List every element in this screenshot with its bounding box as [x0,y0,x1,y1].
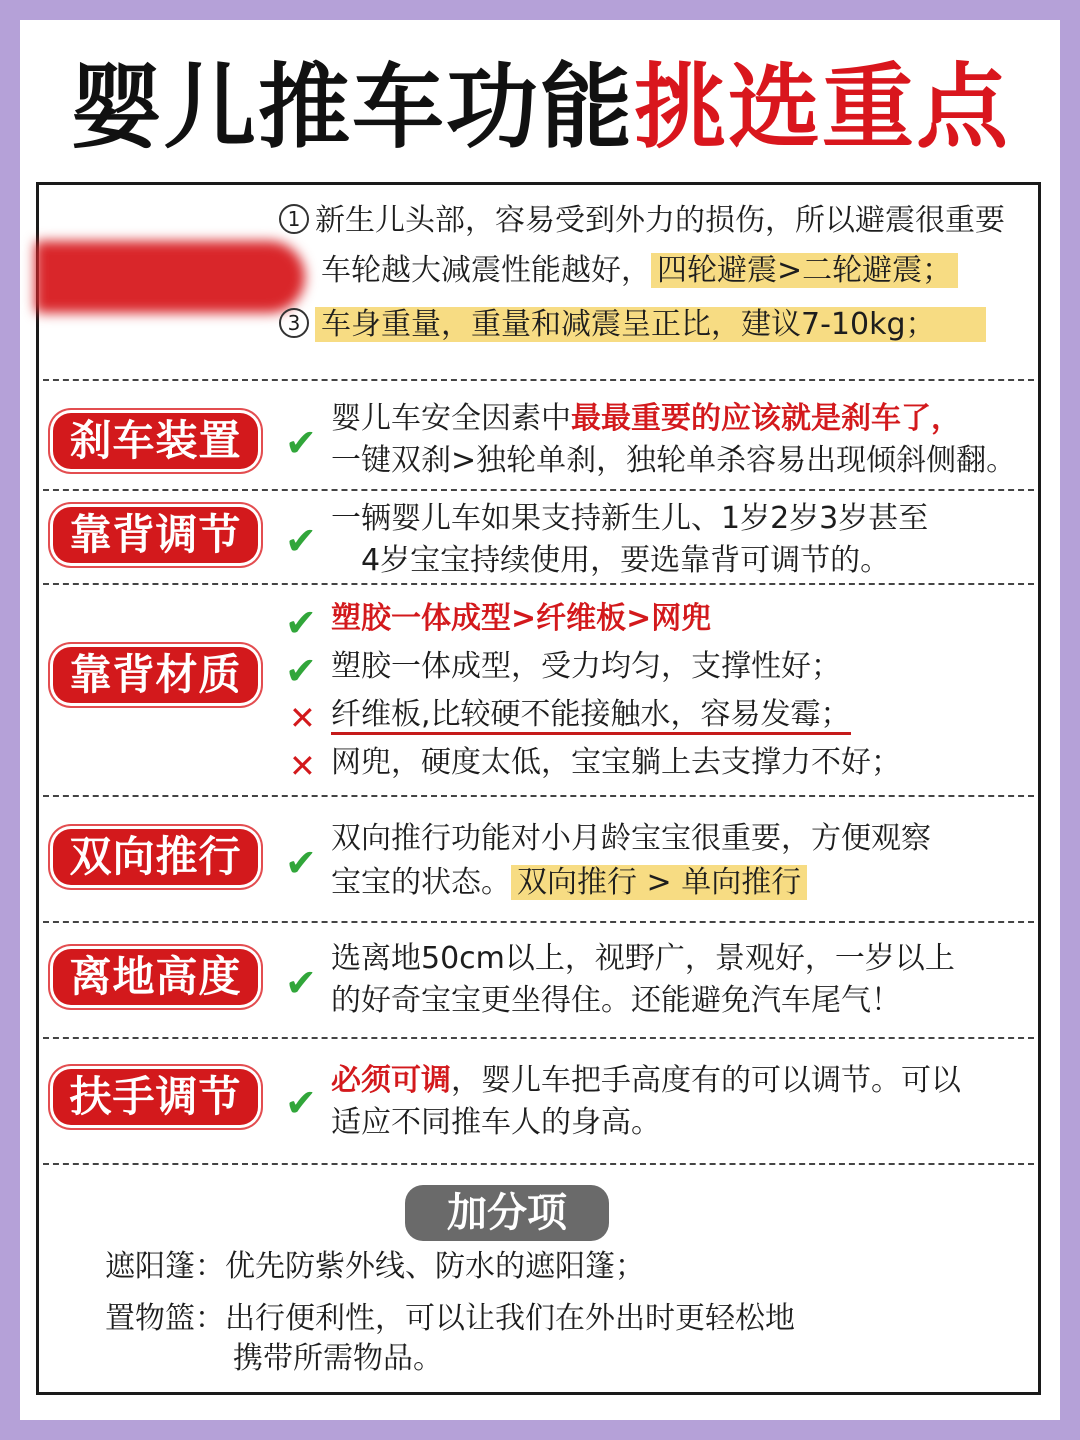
cross-icon: ✕ [289,747,316,785]
two-way-line-1: 双向推行功能对小月龄宝宝很重要，方便观察 [331,821,931,856]
label-two-way: 双向推行 [53,829,258,885]
title-black: 婴儿推车功能 [69,54,634,161]
divider [43,583,1034,585]
check-icon: ✔ [285,649,317,693]
handle-line-1: 必须可调，婴儿车把手高度有的可以调节。可以 [331,1063,961,1098]
material-line-3: 纤维板,比较硬不能接触水，容易发霉； [331,695,851,735]
material-line-1: 塑胶一体成型>纤维板>网兜 [331,601,712,636]
label-backrest-material: 靠背材质 [53,647,258,703]
shock-line-3: 3 车身重量，重量和减震呈正比，建议7-10kg； [279,305,986,345]
brake-line-1: 婴儿车安全因素中最最重要的应该就是刹车了， [331,401,961,436]
brake-line-2: 一键双刹>独轮单刹，独轮单杀容易出现倾斜侧翻。 [331,443,1017,478]
number-3-icon: 3 [279,308,309,338]
check-icon: ✔ [285,601,317,645]
divider [43,489,1034,491]
height-line-2: 的好奇宝宝更坐得住。还能避免汽车尾气！ [331,983,901,1018]
blurred-label [35,241,305,313]
divider [43,379,1034,381]
bonus-item-1: 遮阳篷：优先防紫外线、防水的遮阳篷； [105,1249,645,1284]
two-way-line-2: 宝宝的状态。 双向推行 > 单向推行 [331,863,807,903]
material-line-4: 网兜，硬度太低，宝宝躺上去支撑力不好； [331,745,901,780]
height-line-1: 选离地50cm以上，视野广，景观好，一岁以上 [331,941,955,976]
backrest-adjust-line-1: 一辆婴儿车如果支持新生儿、1岁2岁3岁甚至 [331,501,929,536]
shock-line-1: 1 新生儿头部，容易受到外力的损伤，所以避震很重要 [279,201,1005,241]
bonus-item-2-line-2: 携带所需物品。 [233,1341,443,1376]
check-icon: ✔ [285,961,317,1005]
divider [43,795,1034,797]
page-title [20,48,1060,168]
label-height: 离地高度 [53,949,258,1005]
check-icon: ✔ [285,1081,317,1125]
divider [43,1163,1034,1165]
check-icon: ✔ [285,841,317,885]
material-line-2: 塑胶一体成型，受力均匀，支撑性好； [331,649,841,684]
cross-icon: ✕ [289,699,316,737]
divider [43,921,1034,923]
title-red: 挑选重点 [634,54,1011,161]
handle-line-2: 适应不同推车人的身高。 [331,1105,661,1140]
page [20,20,1060,1420]
content-frame [36,182,1041,1395]
number-1-icon: 1 [279,204,309,234]
bonus-item-2-line-1: 置物篮：出行便利性，可以让我们在外出时更轻松地 [105,1301,795,1336]
label-handle: 扶手调节 [53,1069,258,1125]
label-brake: 刹车装置 [53,413,258,469]
label-backrest-adjust: 靠背调节 [53,507,258,563]
check-icon: ✔ [285,421,317,465]
backrest-adjust-line-2: 4岁宝宝持续使用，要选靠背可调节的。 [361,543,891,578]
divider [43,1037,1034,1039]
shock-line-2: 车轮越大减震性能越好， 四轮避震>二轮避震； [321,251,958,291]
bonus-label: 加分项 [405,1185,609,1241]
check-icon: ✔ [285,519,317,563]
